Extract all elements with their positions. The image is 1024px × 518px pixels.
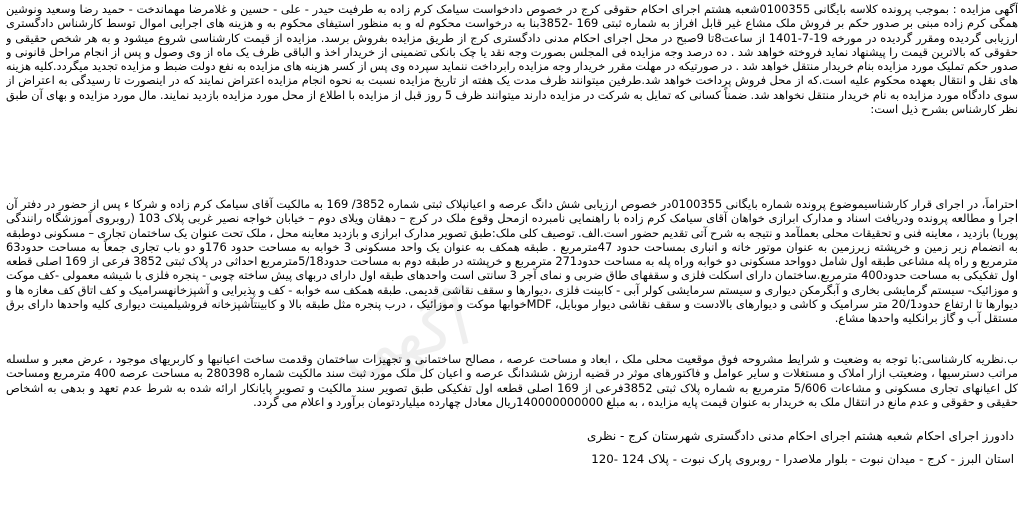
notice-intro-paragraph: آگهی مزایده : بموجب پرونده کلاسه بایگانی 0100355شعبه هشتم اجرای احکام حقوقی کرج در خصوص دادخواست سیامک کرم زاده به طرفیت حیدر - علی - حسین و غلامرضا مهماندخت - حمید رضا وسعید ونوشین همگی کرم زاده مبنی بر صدور حکم بر فروش ملک مشاع غیر قابل افراز به شماره ثبتی 169 -3852بنا به درخواست محکوم له و به منظور استیفای محکوم به و هزینه های اجرایی اموال توسط کارشناس دادگستری ارزیابی گردیده ومقرر گردیده در مورخه 19-7-1401 از ساعت8تا 9صبح در محل اجرای احکام مدنی دادگستری کرج از طریق مزایده بفروش برسد. مزایده از قیمت کارشناسی شروع میشود و به هر شخص حقیقی و حقوقی که بالاترین قیمت را پیشنهاد نماید فروخته خواهد شد . ده درصد وجه مزایده فی المجلس بصورت وجه نقد یا چک بانکی تضمینی از خریدار اخذ و الباقی ظرف یک ماه از وی وصول و پس از انجام مراحل قانونی و صدور حکم تملیک مورد مزایده بنام خریدار منتقل خواهد شد . در صورتیکه در مهلت مقرر خریدار وجه مزایده رابرداخت ننماید سپرده وی پس از کسر هزینه های مزایده به نفع دولت ضبط و مزایده تجدید میگردد.کلیه هزینه های نقل و انتقال بعهده محکوم علیه است.که از محل فروش پرداخت خواهد شد.طرفین میتوانند ظرف مدت یک هفته از تاریخ مزایده نسبت به نحوه انجام مزایده اعتراض نمایند که در اینصورت تا رسیدگی به اعتراض از سوی دادگاه مورد مزایده به نام خریدار منتقل نخواهد شد. ضمناً کسانی که تمایل به شرکت در مزایده دارند میتوانند ظرف 5 روز قبل از مزایده با اطلاع از محل مورد مزایده بازدید نمایند. مال مورد مزایده و بهای آن طبق نظر کارشناس بشرح ذیل است: — [6, 2, 1018, 117]
expert-report-paragraph: احتراماً، در اجرای قرار کارشناسیموضوع پرونده شماره بایگانی 0100355در خصوص ارزیابی شش دانگ عرصه و اعیانپلاک ثبتی شماره 3852/ 169 به مالکیت آقای سیامک کرم زاده و شرکا ء پس از حضور در دفتر آن اجرا و مطالعه پرونده ودریافت اسناد و مدارک ابرازی خواهان آقای سیامک کرم زاده با راهنمایی نامبرده ازمحل وقوع ملک در کرج – دهقان ویلای دوم – خیابان خواجه نصیر غربی پلاک 103 (روبروی آموزشگاه رانندگی پوریا) بازدید ، معاینه فنی و تحقیقات محلی بعملآمد و نتیجه به شرح آتی تقدیم حضور است.الف. توصیف کلی ملک:طبق تصویر مدارک ابرازی و بازدید معاینه محل ، ملک تحت عنوان یک ساختمان تجاری – مسکونی دوطبقه به انضمام زیر زمین و خرپشته زیرزمین به عنوان موتور خانه و انباری بمساحت حدود 47مترمربع . طبقه همکف به عنوان یک واحد مسکونی 3 خوابه به مساحت حدود 176و دو باب تجاری جمعاً به مساحت حدود63 مترمربع و راه پله مشاعی طبقه اول شامل دوواحد مسکونی دو خوابه وراه پله به مساحت حدود271 مترمربع و خرپشته در طبقه دوم به مساحت حدود5/18مترمربع احداثی در پلاک ثبتی 3852 فرعی از 169 اصلی قطعه اول تفکیکی به مساحت حدود400 مترمربع.ساختمان دارای اسکلت فلزی و سقفهای طاق ضربی و نمای آجر 3 سانتی است واحدهای طبقه اول دارای دربهای پیش ساخته چوبی - پنجره فلزی با شیشه معمولی -کف موکت و موزائیک- سیستم گرمایشی بخاری و آبگرمکن دیواری و سیستم سرمایشی کولر آبی - کابینت فلزی ،دیوارها و سقف نقاشی قدیمی. طبقه همکف سه خوابه - کف و پذیرایی و آشپزخانهسرامیک و کف اتاق کف مغازه ها و دیوارها تا ارتفاع حدود20/1 متر سرامیک و کاشی و دیوارهای بالادست و سقف نقاشی دیوار موبایل، MDFخوابها موکت و موزائیک ، درب پنجره مثل طبقه بالا و کابینتآشپزخانه فروشیلمینت دیواری کلیه واحدها دارای برق مستقل آب و گاز برانکلیه واحدها مشاع. — [6, 197, 1018, 326]
signature-line: دادورز اجرای احکام شعبه هشتم اجرای احکام مدنی دادگستری شهرستان کرج - نظری — [587, 429, 1014, 443]
valuation-paragraph: ب.نظریه کارشناسی:با توجه به وضعیت و شرایط مشروحه فوق موقعیت محلی ملک ، ابعاد و مساحت عرصه ، مصالح ساختمانی و تجهیزات ساختمان وقدمت ساخت اعیانیها و کاربریهای موجود ، عرض معبر و سلسله مراتب دسترسیها ، وضعیتب ازار املاک و مستغلات و سایر عوامل و فاکتورهای موثر در قضیه ارزش ششدانگ عرصه و اعیان کل ملک مورد ثبت سند مالکیت شماره 280398 به مساحت عرصه 400 مترمربع ومساحت کل اعیانهای تجاری مسکونی و مشاعات 5/606 مترمربع به شماره پلاک ثبتی 3852فرعی از 169 اصلی قطعه اول تفکیکی طبق تصویر سند مالکیت و تصویر پایانکار ارائه شده به شرط عدم تعهد و بدهی به اشخاص حقیقی و حقوقی و عدم مانع در انتقال ملک به خریدار به عنوان قیمت پایه مزایده ، به مبلغ 140000000000ریال معادل چهارده میلیاردتومان برآورد و اعلام می گردد. — [6, 352, 1018, 409]
address-line: استان البرز - کرج - میدان نبوت - بلوار ملاصدرا - روبروی پارک نبوت - پلاک 124 -120 — [591, 452, 1014, 466]
watermark: آگهی — [332, 285, 479, 389]
